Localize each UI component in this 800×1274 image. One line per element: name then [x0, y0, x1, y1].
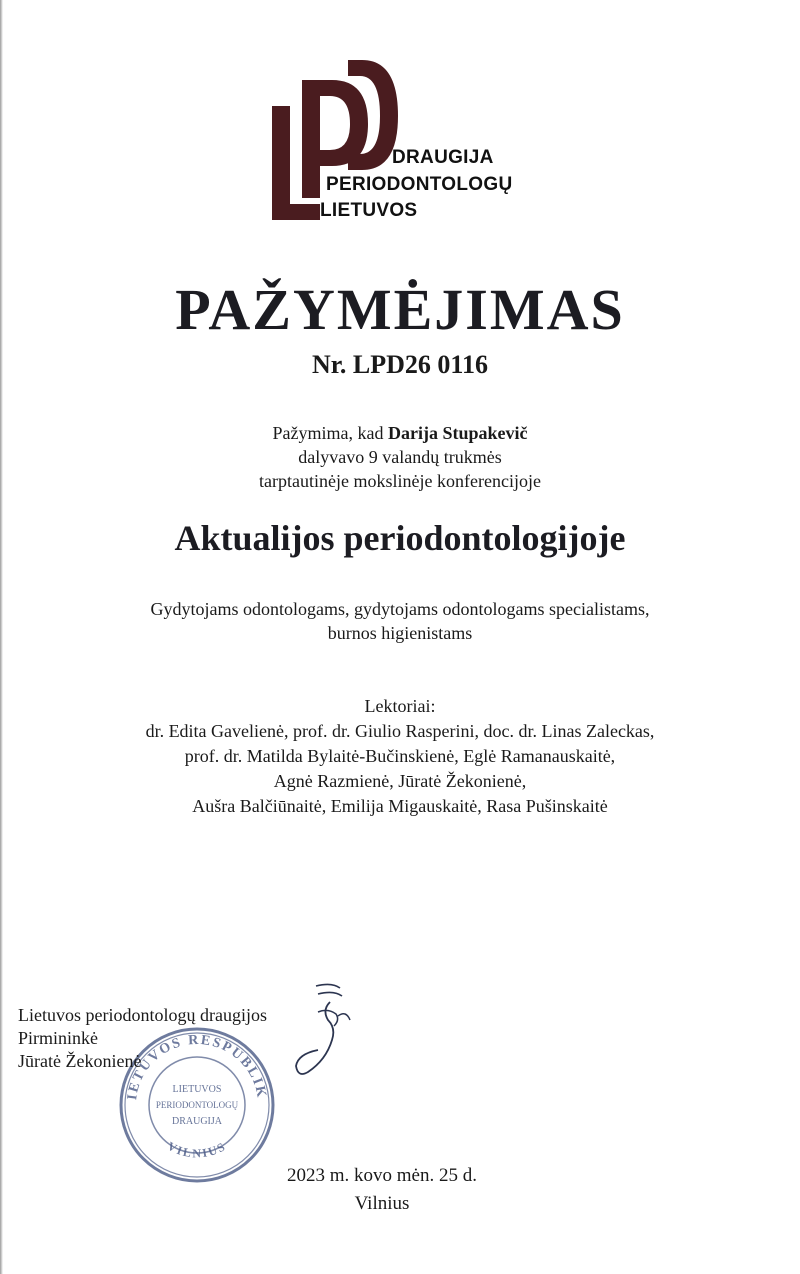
issue-place: Vilnius: [354, 1193, 410, 1214]
statement-prefix: Pažymima, kad: [272, 423, 388, 443]
stamp-inner-line-2: PERIODONTOLOGŲ: [155, 1100, 239, 1110]
handwritten-signature: [278, 980, 368, 1080]
audience-line-2: burnos higienistams: [327, 623, 473, 643]
issue-date: 2023 m. kovo mėn. 25 d.: [287, 1165, 477, 1186]
logo-line-periodontologu: PERIODONTOLOGŲ: [326, 174, 513, 195]
stamp-inner-line-3: DRAUGIJA: [172, 1116, 222, 1127]
signatory-name: Jūratė Žekonienė: [18, 1051, 142, 1071]
logo-line-lietuvos: LIETUVOS: [320, 200, 418, 221]
signatory-role: Pirmininkė: [18, 1028, 98, 1048]
society-logo: [268, 58, 528, 228]
statement-line-1: [0, 421, 800, 445]
logo-line-draugija: DRAUGIJA: [392, 147, 494, 168]
lecturers-line-2: prof. dr. Matilda Bylaitė-Bučinskienė, Eglė Ramanauskaitė,: [184, 746, 616, 766]
lecturers-line-4: Aušra Balčiūnaitė, Emilija Migauskaitė, Rasa Pušinskaitė: [192, 796, 608, 816]
statement-line-3: tarptautinėje mokslinėje konferencijoje: [259, 471, 541, 491]
signatory-block: [18, 1004, 267, 1073]
lecturers-line-1: dr. Edita Gavelienė, prof. dr. Giulio Rasperini, doc. dr. Linas Zaleckas,: [145, 721, 655, 741]
statement-line-2: dalyvavo 9 valandų trukmės: [298, 447, 502, 467]
stamp-inner-line-1: LIETUVOS: [172, 1084, 222, 1095]
conference-name: Aktualijos periodontologijoje: [174, 518, 626, 558]
signature-icon: [278, 980, 368, 1080]
certificate-title: PAŽYMĖJIMAS: [175, 277, 625, 342]
audience-line-1: Gydytojams odontologams, gydytojams odontologams specialistams,: [150, 599, 650, 619]
signatory-organization: Lietuvos periodontologų draugijos: [18, 1005, 267, 1025]
stamp-outer-text: IETUVOS RESPUBLIK: [125, 1032, 269, 1101]
lecturers-line-3: Agnė Razmienė, Jūratė Žekonienė,: [273, 771, 527, 791]
lecturers-heading: Lektoriai:: [364, 696, 436, 716]
svg-text:VILNIUS: [165, 1139, 229, 1161]
participant-name: Darija Stupakevič: [387, 423, 528, 443]
stamp-bottom-text: VILNIUS: [165, 1138, 229, 1161]
certificate-number: Nr. LPD26 0116: [312, 350, 488, 379]
